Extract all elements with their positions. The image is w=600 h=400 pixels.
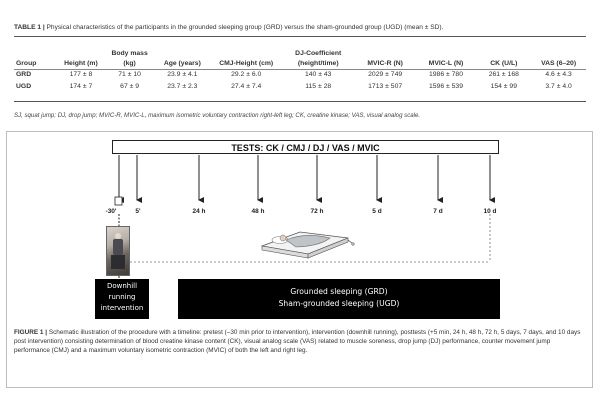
timepoint-label: 5 d xyxy=(372,208,382,215)
table-cell: 4.6 ± 4.3 xyxy=(545,70,572,78)
timepoint-label: 7 d xyxy=(433,208,443,215)
table-caption-label: TABLE 1 | xyxy=(14,24,45,31)
table-cell: GRD xyxy=(16,70,32,78)
col-header-ck: CK (U/L) xyxy=(490,59,518,67)
table-cell: 3.7 ± 4.0 xyxy=(545,82,572,90)
timepoint-label: 48 h xyxy=(251,208,265,215)
sleeping-box-line: Sham-grounded sleeping (UGD) xyxy=(278,299,400,308)
table-cell: 1713 ± 507 xyxy=(368,82,403,90)
table-footnote: SJ, squat jump; DJ, drop jump; MVIC-R, MVIC-L, maximum isometric voluntary contraction right-left leg; CK, creatine kinase; VAS, visual analog scale. xyxy=(14,112,421,119)
table-cell: 174 ± 7 xyxy=(69,82,93,90)
figure-caption-label: FIGURE 1 | xyxy=(14,329,48,336)
table-cell: 177 ± 8 xyxy=(69,70,93,78)
table-cell: 23.9 ± 4.1 xyxy=(167,70,198,78)
sleeping-box-line: Grounded sleeping (GRD) xyxy=(290,287,388,296)
timepoint-label: 10 d xyxy=(483,208,497,215)
running-photo xyxy=(106,226,130,276)
timepoint-label: 5' xyxy=(135,208,141,215)
col-header-mvic-l: MVIC-L (N) xyxy=(428,59,464,67)
col-header-height: Height (m) xyxy=(64,59,98,67)
figure-caption-text: Schematic illustration of the procedure with a timeline: pretest (–30 min prior to intervention), intervention (downhill running), posttests (+5 min, 24 h, 48 h, 72 h, 5 days, 7 days, and 10 days post intervention) consisting determination of blood creatine kinase content (CK), visual analog scale (VAS) related to muscle soreness, drop jump (DJ) performance, counter movement jump performance (CMJ) and a maximum voluntary isometric contraction (MVIC) of both the left and right leg. xyxy=(14,329,581,354)
intervention-box-line: running xyxy=(108,293,136,301)
pretest-marker xyxy=(115,197,122,205)
figure-caption xyxy=(14,328,584,355)
sleeping-figure-illustration xyxy=(262,232,354,258)
timepoint-label: 72 h xyxy=(310,208,324,215)
col-header-dj-coefficient: DJ-Coefficient (height/time) xyxy=(295,50,342,67)
table-cell: UGD xyxy=(16,82,32,90)
intervention-box-line: Downhill xyxy=(106,282,138,290)
col-header-mvic-r: MVIC-R (N) xyxy=(367,59,403,67)
table-cell: 140 ± 43 xyxy=(305,70,332,78)
intervention-box xyxy=(95,279,149,319)
table-cell: 67 ± 9 xyxy=(120,82,140,90)
sleeping-box xyxy=(178,279,500,319)
timepoint-label: 24 h xyxy=(192,208,206,215)
table-cell: 27.4 ± 7.4 xyxy=(231,82,262,90)
col-header-vas: VAS (6–20) xyxy=(541,59,577,67)
table-cell: 71 ± 10 xyxy=(118,70,141,78)
table-cell: 29.2 ± 6.0 xyxy=(231,70,262,78)
table-cell: 154 ± 99 xyxy=(490,82,517,90)
table-cell: 23.7 ± 2.3 xyxy=(167,82,198,90)
table-cell: 1986 ± 780 xyxy=(429,70,463,78)
timepoint-label: -30' xyxy=(105,208,117,215)
col-header-body-mass: Body mass (kg) xyxy=(111,50,148,67)
table-cell: 261 ± 168 xyxy=(488,70,519,78)
col-header-age: Age (years) xyxy=(163,59,201,67)
col-header-group: Group xyxy=(16,59,37,67)
intervention-box-line: intervention xyxy=(100,304,144,312)
table-cell: 1596 ± 539 xyxy=(429,82,463,90)
col-header-cmj-height: CMJ-Height (cm) xyxy=(219,59,274,67)
table-caption-text: Physical characteristics of the participants in the grounded sleeping group (GRD) versus the sham-grounded group (UGD) (mean ± SD). xyxy=(46,24,444,31)
table-cell: 115 ± 28 xyxy=(305,82,332,90)
table-cell: 2029 ± 749 xyxy=(368,70,403,78)
tests-header: TESTS: CK / CMJ / DJ / VAS / MVIC xyxy=(112,140,499,154)
